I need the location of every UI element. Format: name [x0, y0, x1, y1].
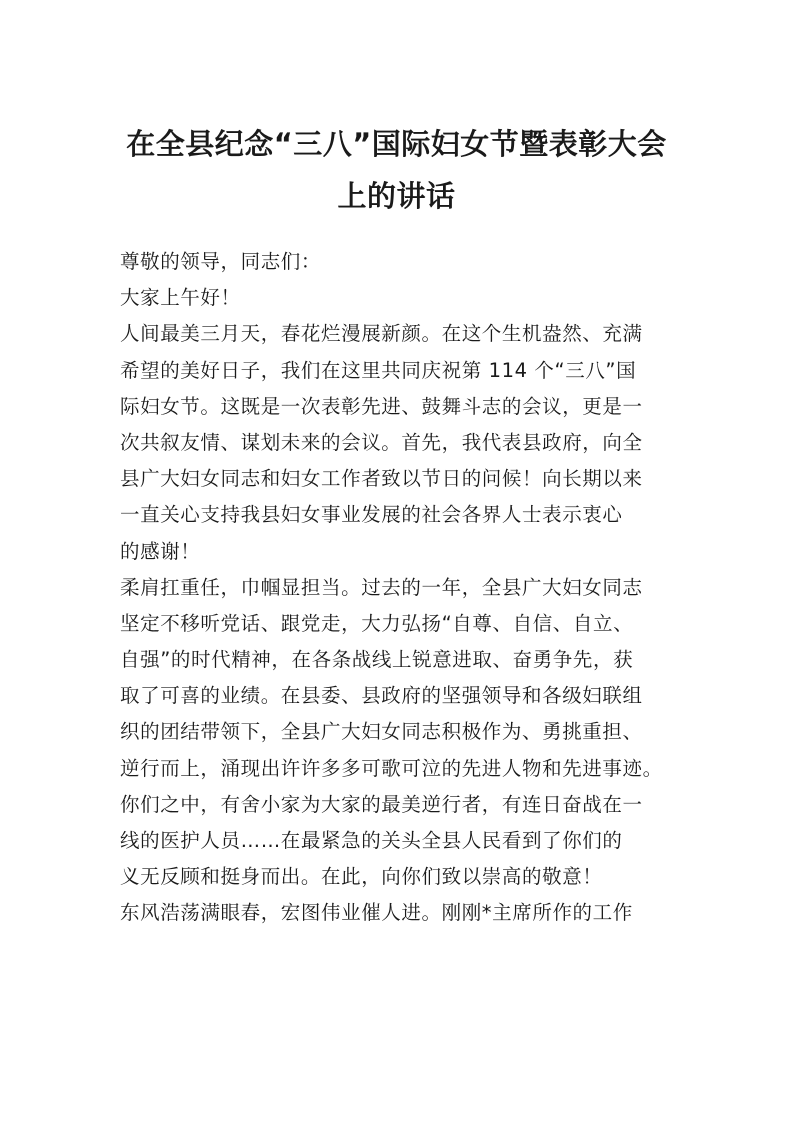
document-title — [110, 118, 683, 222]
body-text-line: 织的团结带领下，全县广大妇女同志积极作为、勇挑重担、 — [120, 720, 643, 744]
title-line: 在全县纪念“三八”国际妇女节暨表彰大会 — [126, 127, 667, 161]
body-text-line: 自强”的时代精神，在各条战线上锐意进取、奋勇争先，获 — [120, 648, 634, 672]
body-text-line: 希望的美好日子，我们在这里共同庆祝第 114 个“三八”国 — [120, 358, 637, 382]
body-text-line: 线的医护人员……在最紧急的关头全县人民看到了你们的 — [120, 829, 623, 852]
body-text-line: 柔肩扛重任，巾帼显担当。过去的一年，全县广大妇女同志 — [120, 575, 643, 599]
body-text-line: 人间最美三月天，春花烂漫展新颜。在这个生机盎然、充满 — [120, 322, 643, 346]
body-text-line: 一直关心支持我县妇女事业发展的社会各界人士表示衷心 — [120, 503, 623, 527]
greeting-line: 大家上午好！ — [120, 286, 241, 310]
body-text-line: 的感谢！ — [120, 539, 201, 563]
body-text-line: 县广大妇女同志和妇女工作者致以节日的问候！向长期以来 — [120, 467, 643, 491]
body-text-line: 逆行而上，涌现出许许多多可歌可泣的先进人物和先进事迹。 — [120, 756, 663, 780]
body-text-line: 坚定不移听党话、跟党走，大力弘扬“自尊、自信、自立、 — [120, 611, 634, 635]
title-line: 上的讲话 — [337, 179, 456, 213]
body-text-line: 次共叙友情、谋划未来的会议。首先，我代表县政府，向全 — [120, 430, 643, 454]
body-text-line: 际妇女节。这既是一次表彰先进、鼓舞斗志的会议，更是一 — [120, 394, 643, 418]
body-text-line: 取了可喜的业绩。在县委、县政府的坚强领导和各级妇联组 — [120, 684, 643, 708]
body-text-line: 东风浩荡满眼春，宏图伟业催人进。刚刚*主席所作的工作 — [120, 901, 633, 925]
salutation-line: 尊敬的领导，同志们： — [120, 250, 322, 273]
body-text-line: 义无反顾和挺身而出。在此，向你们致以崇高的敬意！ — [120, 865, 603, 889]
body-text-line: 你们之中，有舍小家为大家的最美逆行者，有连日奋战在一 — [120, 792, 643, 816]
document-body — [120, 244, 690, 932]
